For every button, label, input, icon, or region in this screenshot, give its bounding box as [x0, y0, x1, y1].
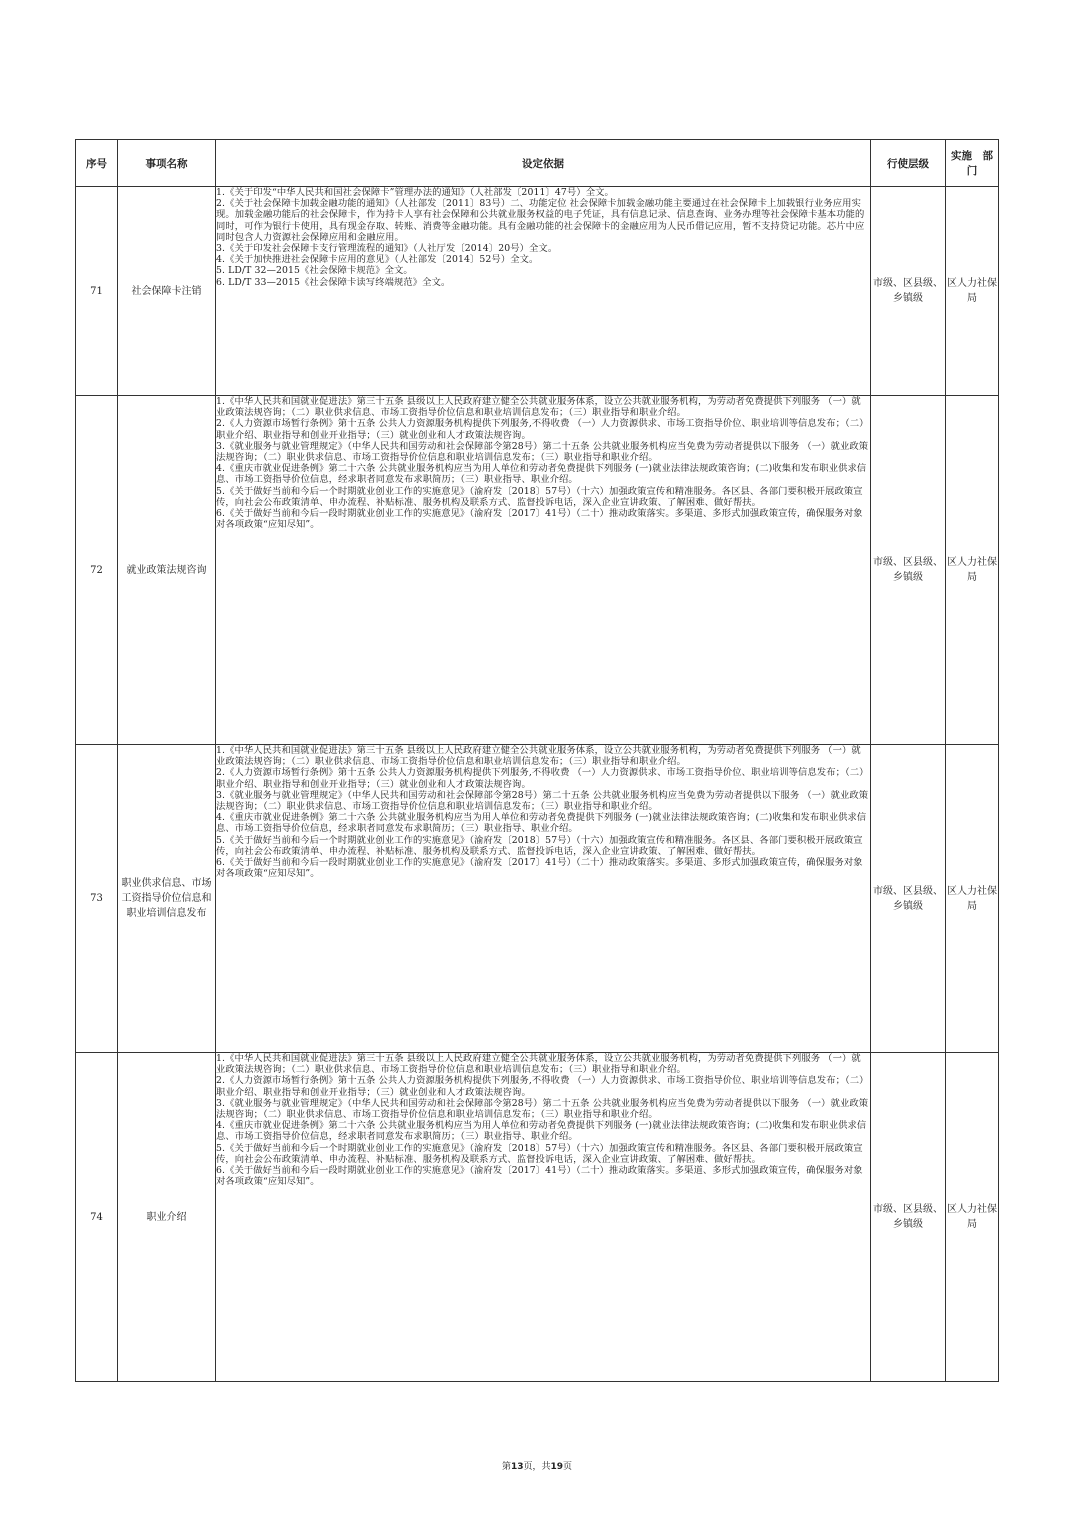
table-row: [76, 396, 999, 745]
item-name: 职业介绍: [118, 1053, 216, 1382]
basis-line: 3.《就业服务与就业管理规定》（中华人民共和国劳动和社会保障部令第28号）第二十五条 公共就业服务机构应当免费为劳动者提供以下服务 （一）就业政策法规咨询；（二）职业供求信息、市场工资指导价位信息和职业培训信息发布；（三）职业指导和职业介绍。: [216, 1097, 869, 1121]
total-page-count: 19: [550, 1462, 564, 1472]
legal-basis: [216, 745, 871, 1053]
basis-line: 3.《关于印发社会保障卡支行管理流程的通知》（人社厅发〔2014〕20号）全文。: [216, 243, 558, 255]
item-name: 职业供求信息、市场工资指导价位信息和职业培训信息发布: [118, 745, 216, 1053]
table-row: [76, 1053, 999, 1382]
implementing-dept: 区人力社保局: [946, 745, 999, 1053]
basis-line: 6.《关于做好当前和今后一段时期就业创业工作的实施意见》（渝府发〔2017〕41号）（二十）推动政策落实。多渠道、多形式加强政策宣传，确保服务对象对各项政策“应知尽知”。: [216, 857, 863, 880]
basis-line: 3.《就业服务与就业管理规定》（中华人民共和国劳动和社会保障部令第28号）第二十五条 公共就业服务机构应当免费为劳动者提供以下服务 （一）就业政策法规咨询；（二）职业供求信息、市场工资指导价位信息和职业培训信息发布；（三）职业指导和职业介绍。: [216, 440, 869, 464]
exercise-level: 市级、区县级、乡镇级: [871, 396, 946, 745]
legal-basis: [216, 396, 871, 745]
legal-basis: [216, 187, 871, 396]
row-number: 73: [76, 745, 118, 1053]
basis-line: 5.《关于做好当前和今后一个时期就业创业工作的实施意见》（渝府发〔2018〕57号）（十六）加强政策宣传和精准服务。各区县、各部门要积极开展政策宣传，向社会公布政策清单、申办流程、补贴标准、服务机构及联系方式、监督投诉电话，深入企业宣讲政策、了解困难、做好帮扶。: [216, 834, 863, 857]
row-number: 74: [76, 1053, 118, 1382]
item-table: [75, 139, 999, 1382]
basis-line: 5. LD/T 32—2015《社会保障卡规范》全文。: [216, 265, 413, 277]
basis-line: 1.《中华人民共和国就业促进法》第三十五条 县级以上人民政府建立健全公共就业服务体系，设立公共就业服务机构，为劳动者免费提供下列服务 （一）就业政策法规咨询；（二）职业供求信息、市场工资指导价位信息和职业培训信息发布；（三）职业指导和职业介绍。: [216, 745, 861, 768]
exercise-level: 市级、区县级、乡镇级: [871, 1053, 946, 1382]
exercise-level: 市级、区县级、乡镇级: [871, 187, 946, 396]
legal-basis: [216, 1053, 871, 1382]
basis-line: 3.《就业服务与就业管理规定》（中华人民共和国劳动和社会保障部令第28号）第二十五条 公共就业服务机构应当免费为劳动者提供以下服务 （一）就业政策法规咨询；（二）职业供求信息、市场工资指导价位信息和职业培训信息发布；（三）职业指导和职业介绍。: [216, 789, 869, 813]
basis-line: 5.《关于做好当前和今后一个时期就业创业工作的实施意见》（渝府发〔2018〕57号）（十六）加强政策宣传和精准服务。各区县、各部门要积极开展政策宣传，向社会公布政策清单、申办流程、补贴标准、服务机构及联系方式、监督投诉电话，深入企业宣讲政策、了解困难、做好帮扶。: [216, 1142, 863, 1165]
basis-line: 4.《重庆市就业促进条例》第二十六条 公共就业服务机构应当为用人单位和劳动者免费提供下列服务 (一)就业法律法规政策咨询；(二)收集和发布职业供求信息、市场工资指导价位信息，经求职者同意发布求职简历；（三）职业指导、职业介绍。: [216, 463, 867, 486]
row-number: 72: [76, 396, 118, 745]
basis-line: 6.《关于做好当前和今后一段时期就业创业工作的实施意见》（渝府发〔2017〕41号）（二十）推动政策落实。多渠道、多形式加强政策宣传，确保服务对象对各项政策“应知尽知”。: [216, 1165, 863, 1188]
row-number: 71: [76, 187, 118, 396]
table-row: [76, 187, 999, 396]
basis-line: 1.《中华人民共和国就业促进法》第三十五条 县级以上人民政府建立健全公共就业服务体系，设立公共就业服务机构，为劳动者免费提供下列服务 （一）就业政策法规咨询；（二）职业供求信息、市场工资指导价位信息和职业培训信息发布；（三）职业指导和职业介绍。: [216, 396, 861, 419]
header-basis: 设定依据: [216, 140, 871, 187]
implementing-dept: 区人力社保局: [946, 187, 999, 396]
implementing-dept: 区人力社保局: [946, 396, 999, 745]
basis-line: 6. LD/T 33—2015《社会保障卡读写终端规范》全文。: [216, 276, 451, 288]
basis-line: 5.《关于做好当前和今后一个时期就业创业工作的实施意见》（渝府发〔2018〕57号）（十六）加强政策宣传和精准服务。各区县、各部门要积极开展政策宣传，向社会公布政策清单、申办流程、补贴标准、服务机构及联系方式、监督投诉电话，深入企业宣讲政策、了解困难、做好帮扶。: [216, 485, 863, 508]
header-dept: 实施 部门: [946, 140, 999, 187]
basis-line: 2.《人力资源市场暂行条例》第十五条 公共人力资源服务机构提供下列服务,不得收费 （一）人力资源供求、市场工资指导价位、职业培训等信息发布；（二）职业介绍、职业指导和创业开业指导；（三）就业创业和人才政策法规咨询。: [216, 418, 869, 441]
footer-prefix: 第: [501, 1462, 511, 1472]
table-header-row: [76, 140, 999, 187]
basis-line: 1.《中华人民共和国就业促进法》第三十五条 县级以上人民政府建立健全公共就业服务体系，设立公共就业服务机构，为劳动者免费提供下列服务 （一）就业政策法规咨询；（二）职业供求信息、市场工资指导价位信息和职业培训信息发布；（三）职业指导和职业介绍。: [216, 1053, 861, 1076]
header-level: 行使层级: [871, 140, 946, 187]
basis-line: 4.《重庆市就业促进条例》第二十六条 公共就业服务机构应当为用人单位和劳动者免费提供下列服务 (一)就业法律法规政策咨询；(二)收集和发布职业供求信息、市场工资指导价位信息，经求职者同意发布求职简历；（三）职业指导、职业介绍。: [216, 1120, 867, 1143]
basis-line: 4.《重庆市就业促进条例》第二十六条 公共就业服务机构应当为用人单位和劳动者免费提供下列服务 (一)就业法律法规政策咨询；(二)收集和发布职业供求信息、市场工资指导价位信息，经求职者同意发布求职简历；（三）职业指导、职业介绍。: [216, 812, 867, 835]
current-page-number: 13: [510, 1462, 524, 1472]
basis-line: 4.《关于加快推进社会保障卡应用的意见》（人社部发〔2014〕52号）全文。: [216, 254, 539, 266]
item-name: 社会保障卡注销: [118, 187, 216, 396]
exercise-level: 市级、区县级、乡镇级: [871, 745, 946, 1053]
basis-line: 6.《关于做好当前和今后一段时期就业创业工作的实施意见》（渝府发〔2017〕41号）（二十）推动政策落实。多渠道、多形式加强政策宣传，确保服务对象对各项政策“应知尽知”。: [216, 508, 863, 531]
header-no: 序号: [76, 140, 118, 187]
basis-line: 2.《人力资源市场暂行条例》第十五条 公共人力资源服务机构提供下列服务,不得收费 （一）人力资源供求、市场工资指导价位、职业培训等信息发布；（二）职业介绍、职业指导和创业开业指导；（三）就业创业和人才政策法规咨询。: [216, 1075, 869, 1098]
footer-middle: 页，共: [523, 1462, 551, 1472]
header-name: 事项名称: [118, 140, 216, 187]
basis-line: 1.《关于印发“中华人民共和国社会保障卡”管理办法的通知》（人社部发〔2011〕47号）全文。: [216, 187, 614, 198]
footer-suffix: 页: [563, 1462, 573, 1472]
page-footer: [0, 1459, 1074, 1472]
item-name: 就业政策法规咨询: [118, 396, 216, 745]
basis-line: 2.《关于社会保障卡加载金融功能的通知》（人社部发〔2011〕83号）二、功能定位 社会保障卡加载金融功能主要通过在社会保障卡上加载银行业务应用实现。加载金融功能后的社会保障卡，作为持卡人享有社会保障和公共就业服务权益的电子凭证，具有信息记录、信息查询、业务办理等社会保障卡基本功能的同时，可作为银行卡使用，具有现金存取、转账、消费等金融功能。具有金融功能的社会保障卡的金融应用为人民币借记应用，暂不支持贷记功能。芯片中应同时包含人力资源社会保障应用和金融应用。: [216, 198, 865, 243]
basis-line: 2.《人力资源市场暂行条例》第十五条 公共人力资源服务机构提供下列服务,不得收费 （一）人力资源供求、市场工资指导价位、职业培训等信息发布；（二）职业介绍、职业指导和创业开业指导；（三）就业创业和人才政策法规咨询。: [216, 767, 869, 790]
implementing-dept: 区人力社保局: [946, 1053, 999, 1382]
table-row: [76, 745, 999, 1053]
